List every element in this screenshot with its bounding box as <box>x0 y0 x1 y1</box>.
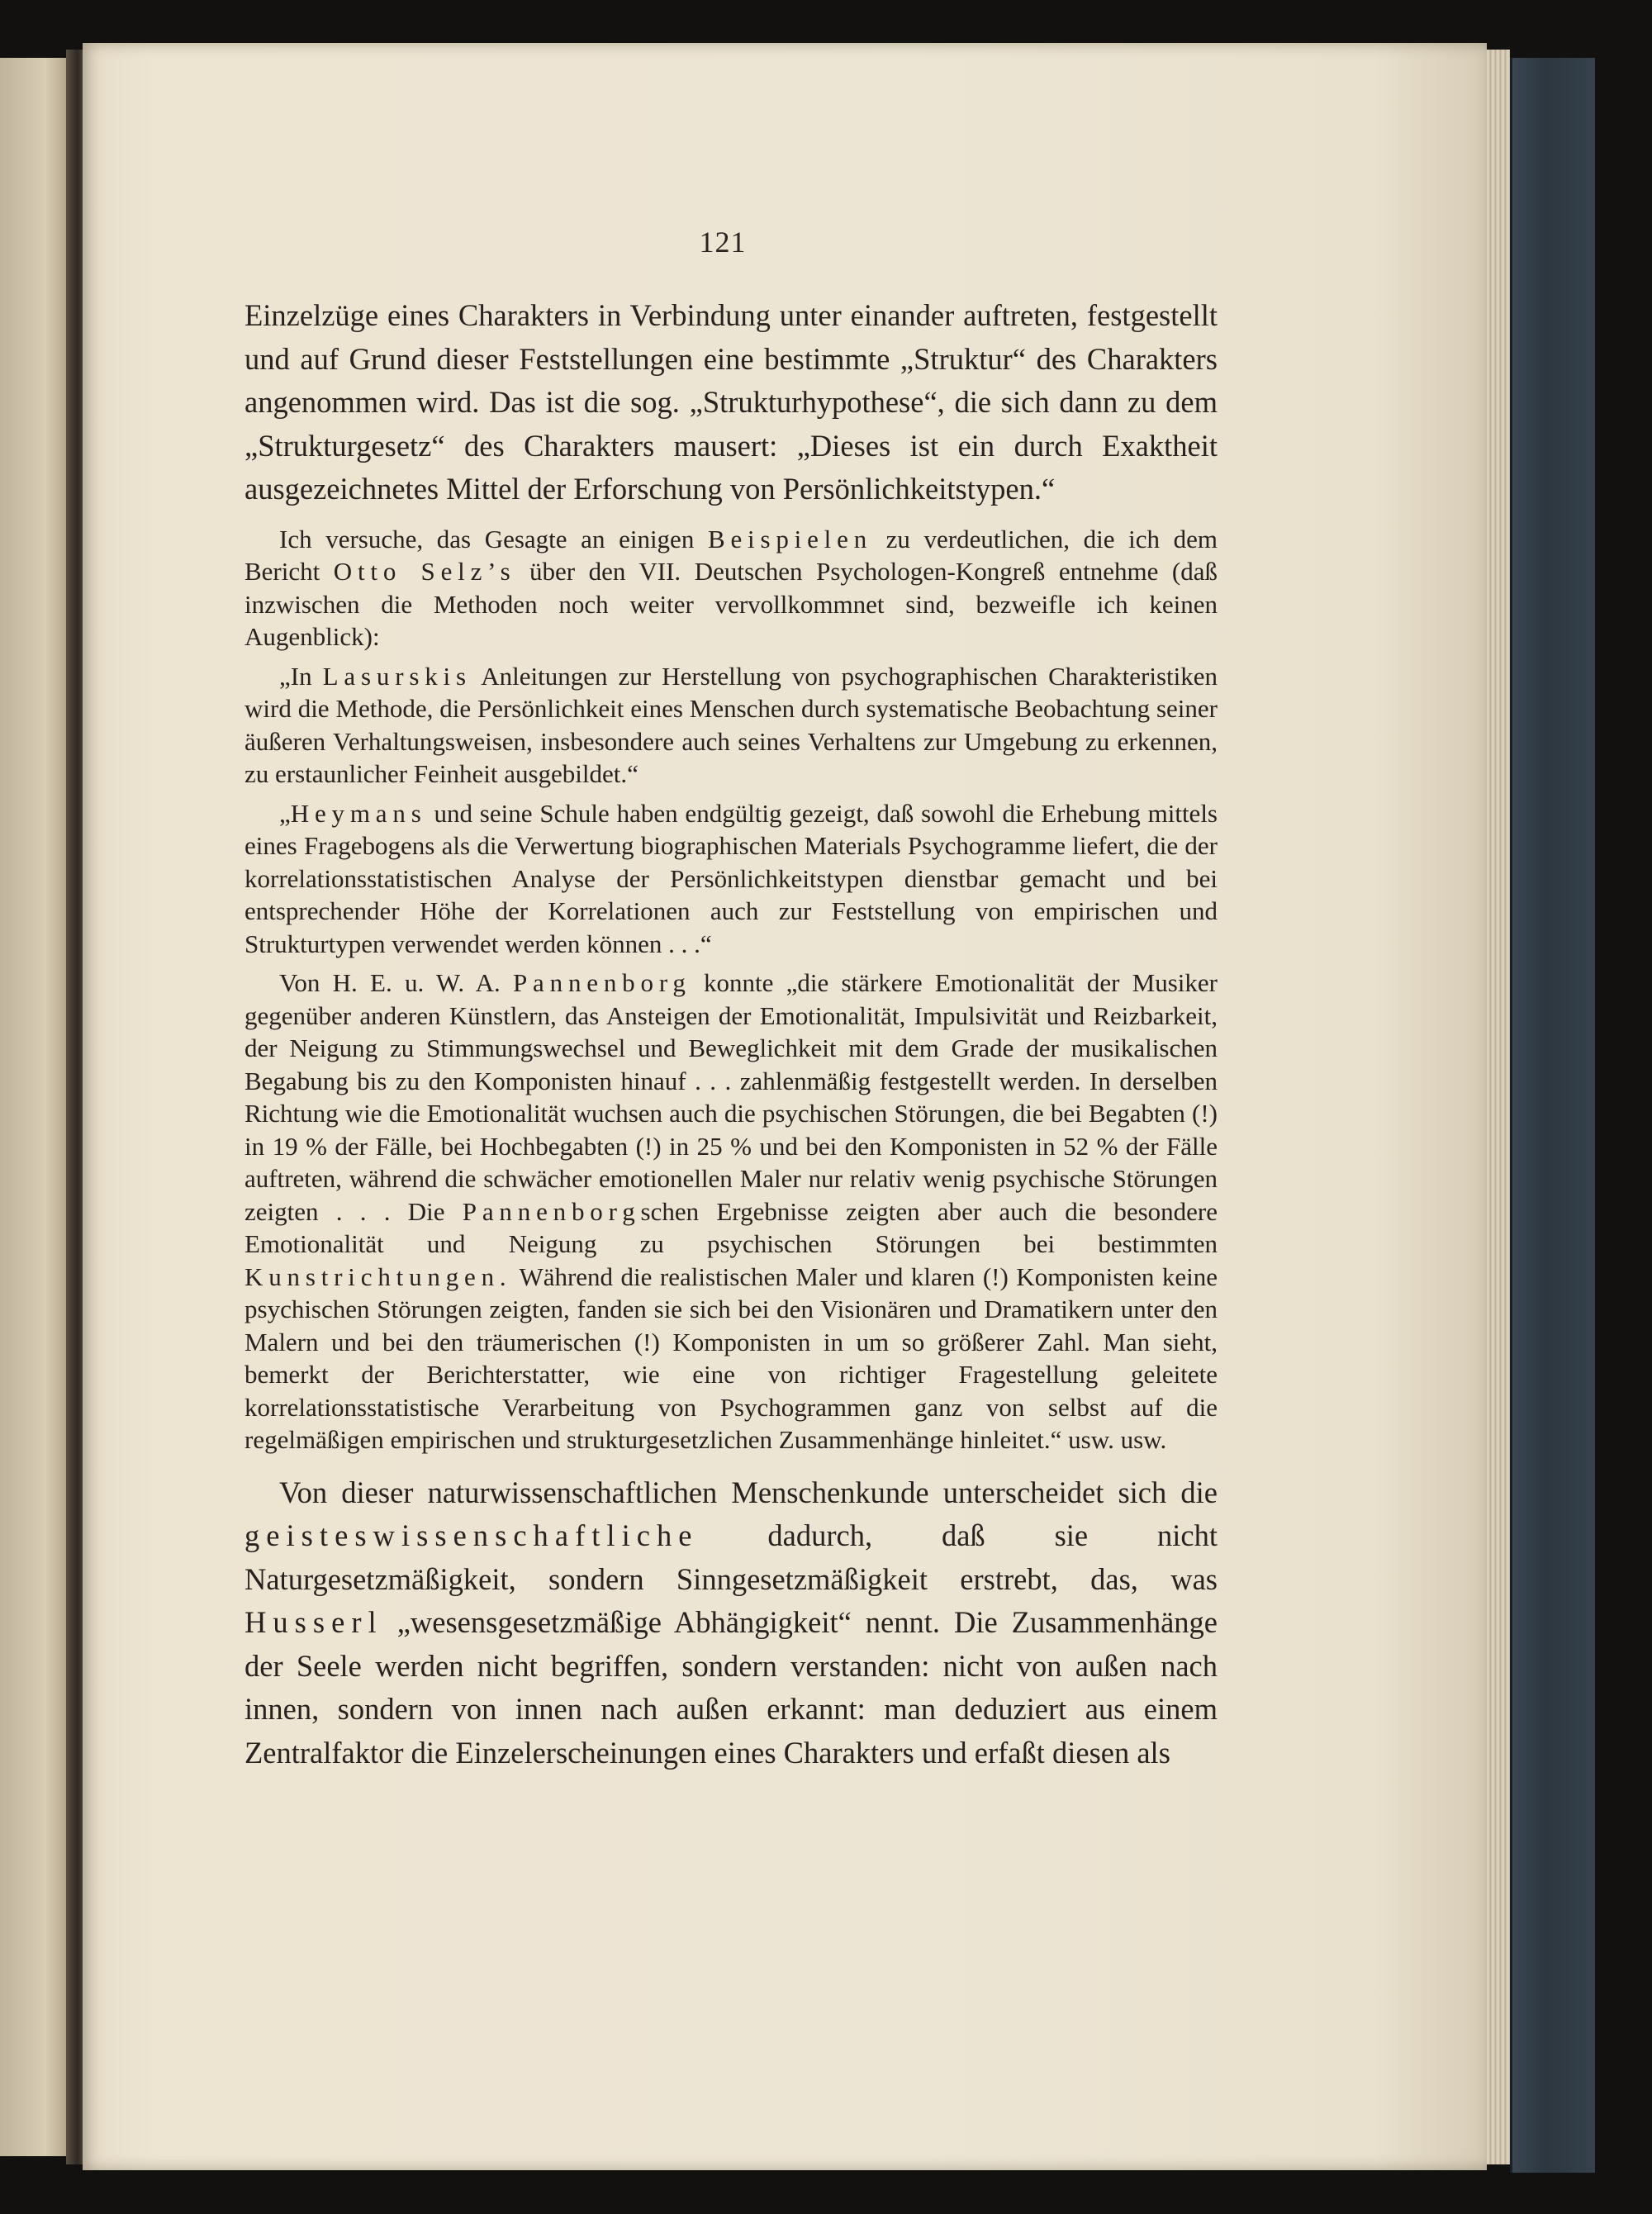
emphasis-spaced: Pannenborg <box>513 968 691 997</box>
text-run: Von dieser naturwissenschaftlichen Menschenkunde unterscheidet sich die <box>279 1475 1218 1509</box>
emphasis-spaced: Pannenborg <box>462 1196 641 1226</box>
left-page-edge <box>0 58 76 2156</box>
text-run: und seine Schule haben endgültig gezeigt, daß sowohl die Erhebung mittels eines Fragebogens als die Verwertung biographischen Materials Psychogramme liefert, die der korrelationsstatistischen Analyse der Persönlichkeitstypen dienstbar gemacht und bei entsprechender Höhe der Korrelationen auch zur Feststellung von empirischen und Strukturtypen verwendet werden können . . .“ <box>244 798 1218 958</box>
paragraph-2 <box>244 523 1218 653</box>
text-run: Anleitungen zur Herstellung von psychographischen Charakteristiken wird die Methode, die Persönlichkeit eines Menschen durch systematische Beobachtung seiner äußeren Verhaltungsweisen, insbesondere auch seines Verhaltens zur Umgebung zu erkennen, zu erstaunlicher Feinheit ausgebildet.“ <box>244 661 1218 788</box>
text-run: Ich versuche, das Gesagte an einigen <box>279 524 708 554</box>
text-run: über den VII. Deutschen Psychologen-Kongreß entnehme (daß inzwischen die Methoden noch weiter vervollkommnet sind, bezweifle ich keinen Augenblick): <box>244 557 1218 651</box>
quote-lasurski <box>244 660 1218 791</box>
emphasis-spaced: Beispielen <box>707 524 873 554</box>
page-number: 121 <box>699 226 747 259</box>
text-run: Während die realistischen Maler und klaren (!) Komponisten keine psychischen Störungen zeigten, fanden sie sich bei den Visionären und Dramatikern unter den Malern und bei den träumerischen (!) Komponisten in um so größerer Zahl. Man sieht, bemerkt der Berichterstatter, wie eine von richtiger Fragestellung geleitete korrelationsstatistische Verarbeitung von Psychogrammen ganz von selbst auf die regelmäßigen empirischen und strukturgesetzlichen Zusammenhänge hinleitet.“ usw. usw. <box>244 1261 1218 1454</box>
emphasis-spaced: Lasurskis <box>322 661 472 691</box>
text-run: zu verdeutlichen, die ich dem Bericht <box>244 524 1218 586</box>
emphasis-spaced: Husserl <box>244 1605 383 1639</box>
quote-heymans <box>244 797 1218 961</box>
emphasis-spaced: Heymans <box>290 798 427 828</box>
text-run: konnte „die stärkere Emotionalität der Musiker gegenüber anderen Künstlern, das Ansteigen der Emotionalität, Impulsivität und Reizbarkeit, der Neigung zu Stimmungswechsel und Beweglichkeit mit dem Grade der musikalischen Begabung bis zu den Komponisten hinauf . . . zahlenmäßig festgestellt werden. In derselben Richtung wie die Emotionalität wuchsen auch die psychischen Störungen, die bei Begabten (!) in 19 % der Fälle, bei Hochbegabten (!) in 25 % und bei den Komponisten in 52 % der Fälle auftreten, während die schwächer emotionellen Maler nur relativ wenig psychische Störungen zeigten . . . Die <box>244 968 1218 1226</box>
text-run: „wesensgesetzmäßige Abhängigkeit“ nennt. Die Zusammenhänge der Seele werden nicht begriffen, sondern verstanden: nicht von außen nach innen, sondern von innen nach außen erkannt: man deduziert aus einem Zentralfaktor die Einzelerscheinungen eines Charakters und erfaßt diesen als <box>244 1605 1218 1770</box>
text-run: dadurch, daß sie nicht Naturgesetzmäßigkeit, sondern Sinngesetzmäßigkeit erstrebt, das, was <box>244 1518 1218 1596</box>
text-run: „In <box>279 661 323 691</box>
paragraph-1: Einzelzüge eines Charakters in Verbindung unter einander auftreten, festgestellt und auf Grund dieser Feststellungen eine bestimmte „Struktur“ des Charakters angenommen wird. Das ist die sog. „Strukturhypothese“, die sich dann zu dem „Strukturgesetz“ des Charakters mausert: „Dieses ist ein durch Exaktheit ausgezeichnetes Mittel der Erforschung von Persönlichkeitstypen.“ <box>244 298 1218 506</box>
quote-pannenborg <box>244 967 1218 1456</box>
text-run: schen Ergebnisse zeigten aber auch die besondere Emotionalität und Neigung zu psychischen Störungen bei bestimmten <box>244 1196 1218 1258</box>
text-run: Von H. E. u. W. A. <box>279 968 513 997</box>
text-run: „ <box>279 798 291 828</box>
page-stack-edges <box>1487 50 1510 2164</box>
emphasis-spaced: Otto Selz’s <box>333 557 516 586</box>
emphasis-spaced: Kunstrichtungen. <box>244 1261 512 1291</box>
page-text <box>244 294 1218 1775</box>
emphasis-spaced: geisteswissenschaftliche <box>244 1518 699 1552</box>
paragraph-final <box>244 1471 1218 1775</box>
book-cover-edge <box>1510 58 1595 2173</box>
